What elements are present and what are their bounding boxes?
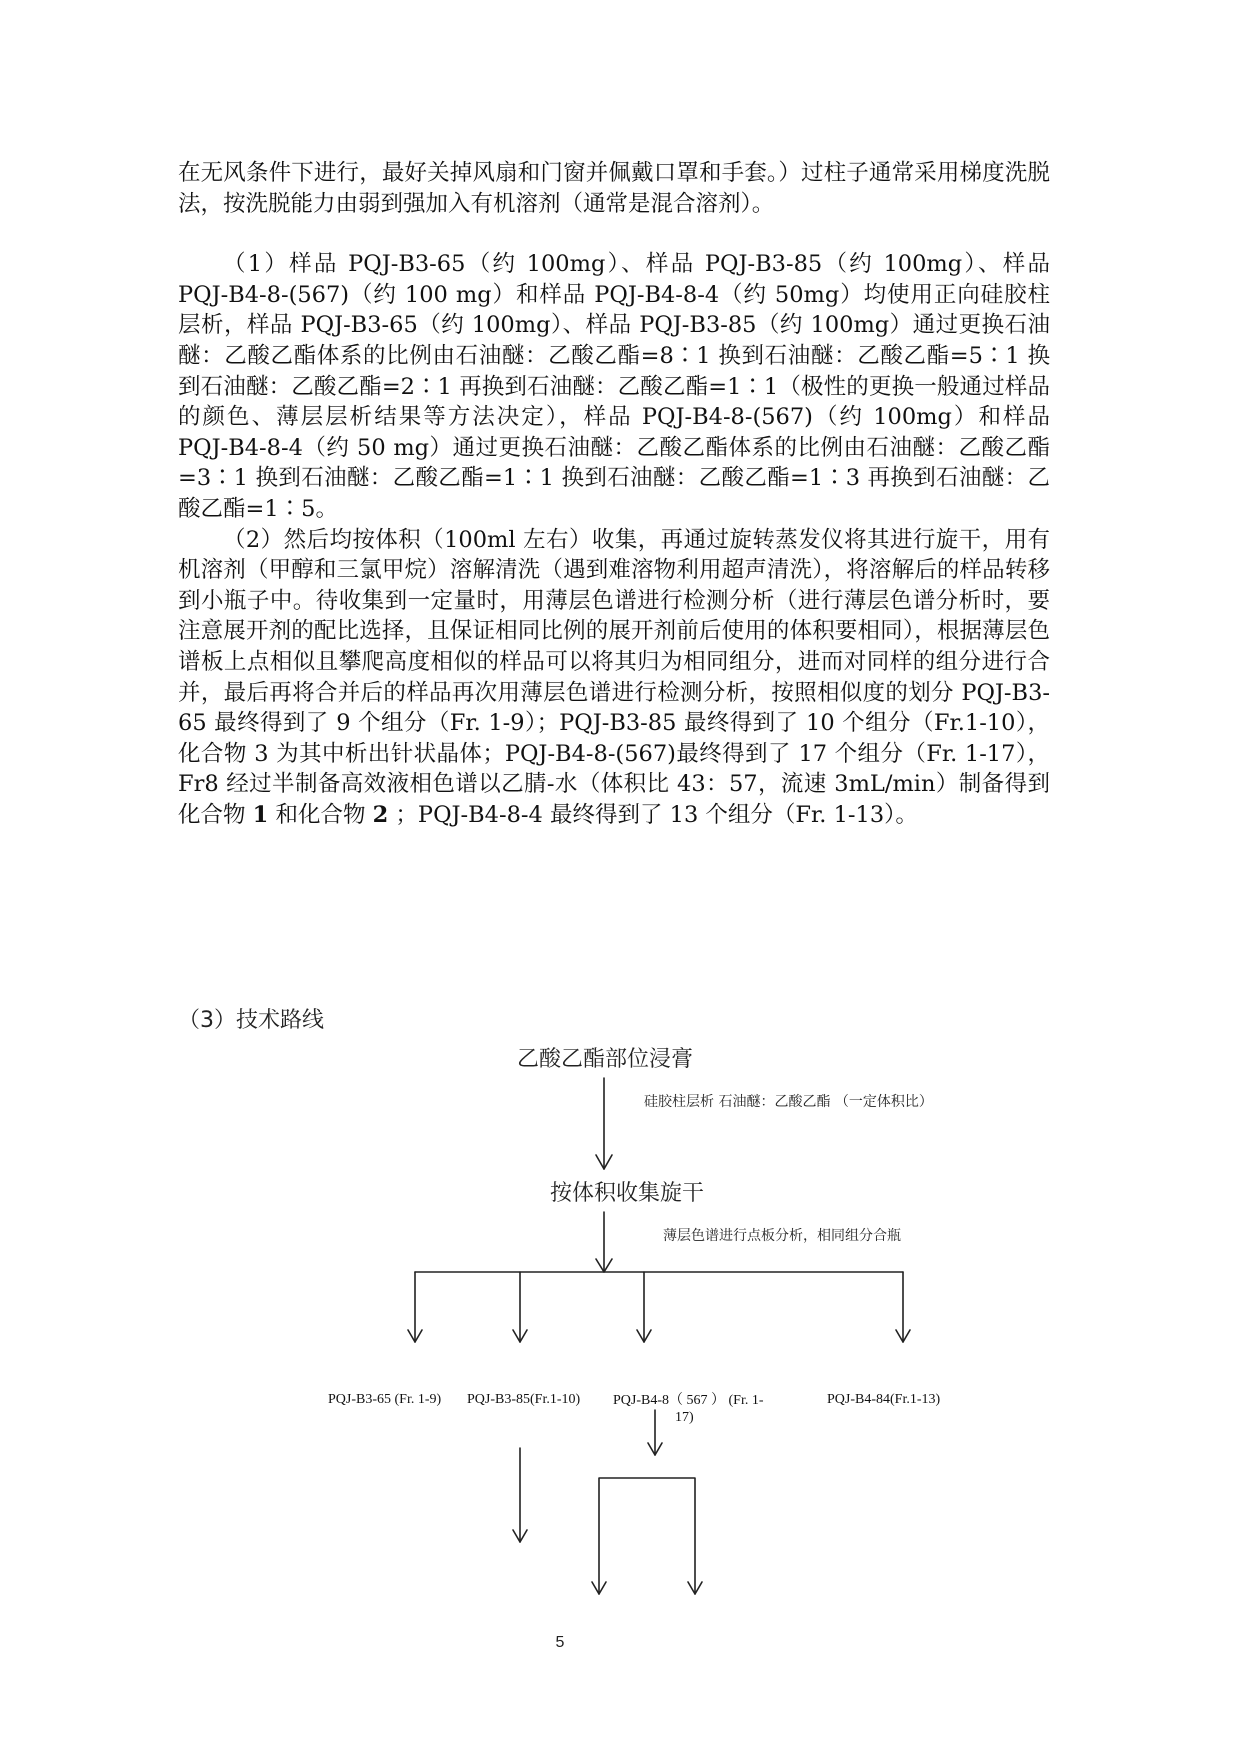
step2-text-c: ；PQJ-B4-8-4 最终得到了 13 个组分（Fr. 1-13）。	[388, 801, 918, 828]
sample-label-b3-65: PQJ-B3-65 (Fr. 1-9)	[328, 1392, 442, 1407]
section-heading: （3）技术路线	[178, 1008, 324, 1033]
sample-label-b4-84: PQJ-B4-84(Fr.1-13)	[827, 1392, 941, 1407]
step2-text-a: （2）然后均按体积（100ml 左右）收集，再通过旋转蒸发仪将其进行旋干，用有机溶剂（甲醇和三氯甲烷）溶解清洗（遇到难溶物利用超声清洗），将溶解后的样品转移到小瓶子中。待收集到一定量时，用薄层色谱进行检测分析（进行薄层色谱分析时，要注意展开剂的配比选择，且保证相同比例的展开剂前后使用的体积要相同），根据薄层色谱板上点相似且攀爬高度相似的样品可以将其归为相同组分，进而对同样的组分进行合并，最后再将合并后的样品再次用薄层色谱进行检测分析，按照相似度的划分 PQJ-B3-65 最终得到了 9 个组分（Fr. 1-9）；PQJ-B3-85 最终得到了 10 个组分（Fr.1-10），化合物 3 为其中析出针状晶体；PQJ-B4-8-(567)最终得到了 17 个组分（Fr. 1-17），Fr8 经过半制备高效液相色谱以乙腈-水（体积比 43：57，流速 3mL/min）制备得到化合物	[178, 526, 1050, 828]
step1-paragraph: （1）样品 PQJ-B3-65（约 100mg）、样品 PQJ-B3-85（约 100mg）、样品 PQJ-B4-8-(567)（约 100 mg）和样品 PQJ-B4-8-4（约 50mg）均使用正向硅胶柱层析，样品 PQJ-B3-65（约 100mg）、样品 PQJ-B3-85（约 100mg）通过更换石油醚：乙酸乙酯体系的比例由石油醚：乙酸乙酯=8∶1 换到石油醚：乙酸乙酯=5∶1 换到石油醚：乙酸乙酯=2∶1 再换到石油醚：乙酸乙酯=1∶1（极性的更换一般通过样品的颜色、薄层层析结果等方法决定），样品 PQJ-B4-8-(567)（约 100mg）和样品 PQJ-B4-8-4（约 50 mg）通过更换石油醚：乙酸乙酯体系的比例由石油醚：乙酸乙酯=3∶1 换到石油醚：乙酸乙酯=1∶1 换到石油醚：乙酸乙酯=1∶3 再换到石油醚：乙酸乙酯=1∶5。	[178, 251, 1050, 522]
bracket-line	[599, 1478, 695, 1594]
flow-node-extract: 乙酸乙酯部位浸膏	[517, 1047, 694, 1072]
step2-text-b: 和化合物	[268, 801, 373, 828]
sample-label-b4-8-line1: PQJ-B4-8（ 567 ） (Fr. 1-	[613, 1393, 764, 1408]
flow-note-column: 硅胶柱层析 石油醚：乙酸乙酯 （一定体积比）	[644, 1094, 933, 1110]
flow-note-tlc: 薄层色谱进行点板分析，相同组分合瓶	[663, 1228, 901, 1244]
compound-1-number: 1	[252, 801, 269, 828]
compound-2-number: 2	[372, 801, 389, 828]
page-number: 5	[555, 1634, 565, 1651]
sample-label-b4-8	[613, 1392, 764, 1426]
sample-label-b3-85: PQJ-B3-85(Fr.1-10)	[467, 1392, 581, 1407]
intro-paragraph: 在无风条件下进行，最好关掉风扇和门窗并佩戴口罩和手套。）过柱子通常采用梯度洗脱法，按洗脱能力由弱到强加入有机溶剂（通常是混合溶剂）。	[178, 160, 1050, 217]
sample-label-b4-8-line2: 17)	[675, 1410, 694, 1425]
flow-node-collect: 按体积收集旋干	[550, 1181, 705, 1206]
